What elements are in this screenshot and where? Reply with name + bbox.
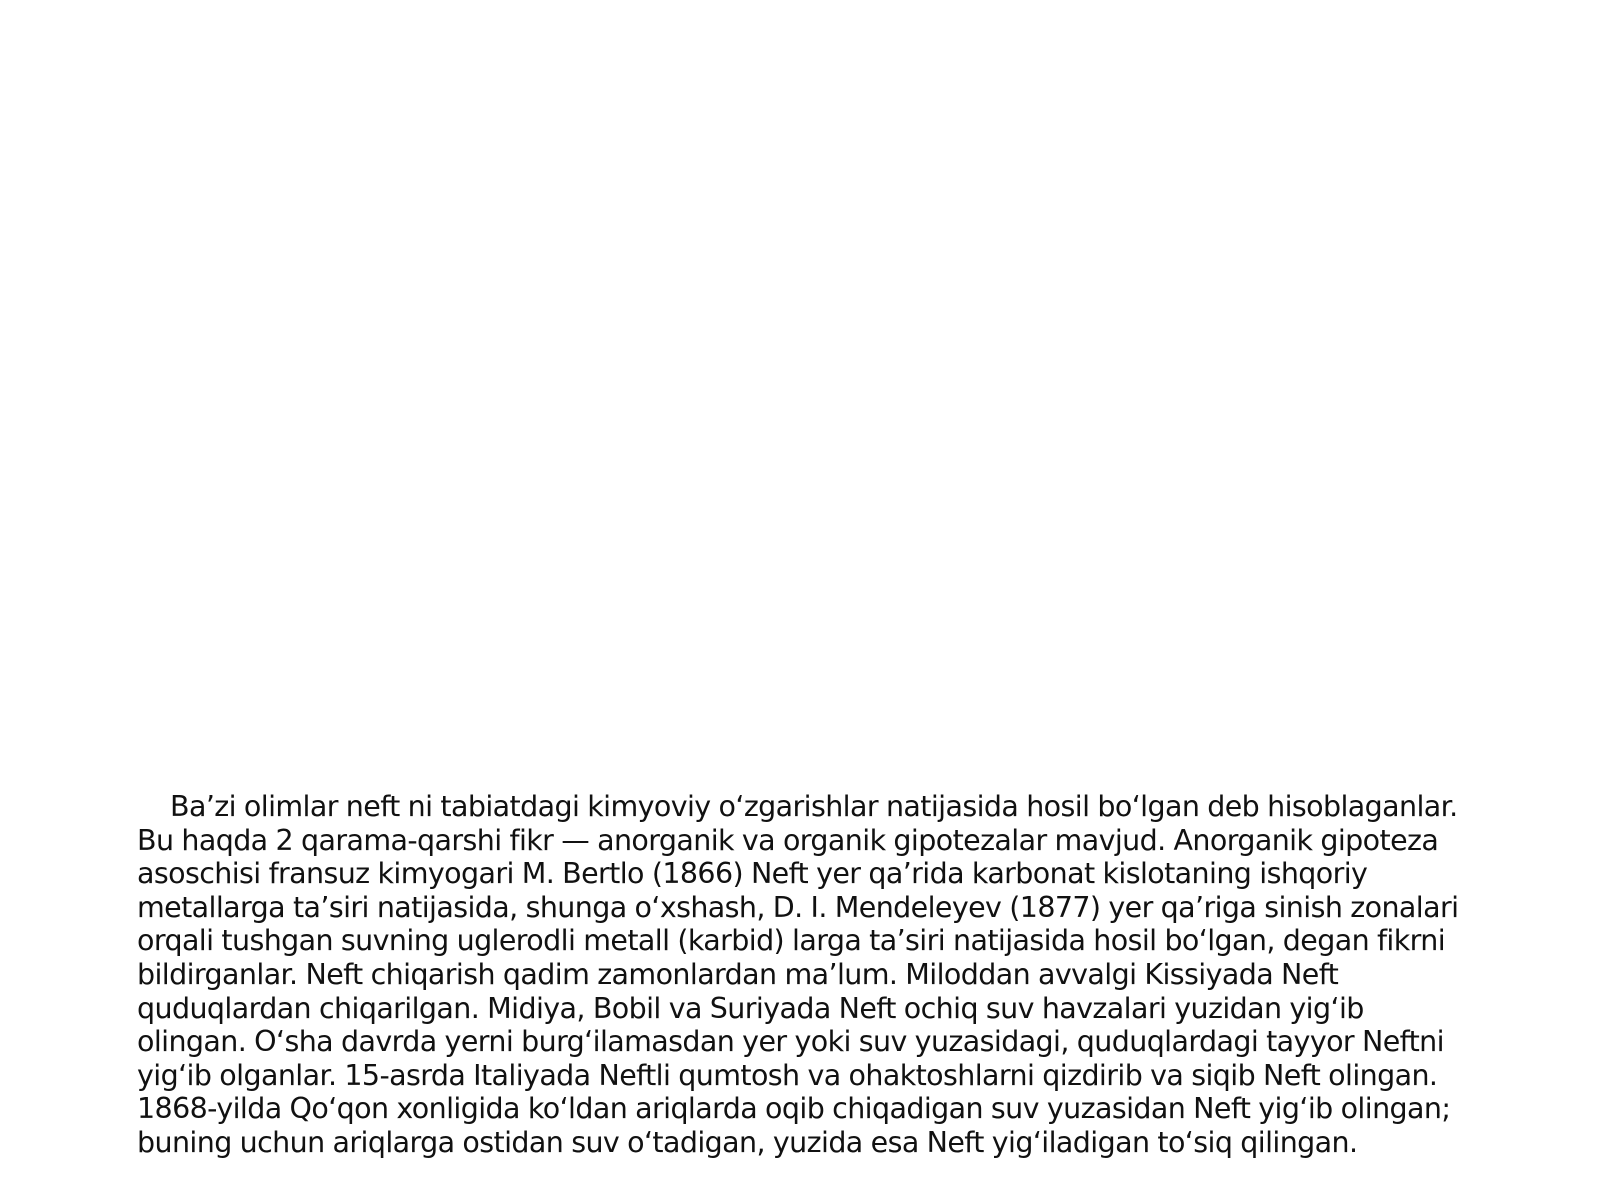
body-paragraph: Ba’zi olimlar neft ni tabiatdagi kimyoviy o‘zgarishlar natijasida hosil bo‘lgan deb hisoblaganlar. Bu haqda 2 qarama-qarshi fikr — anorganik va organik gipotezalar mavjud. Anorganik gipoteza asoschisi fransuz kimyogari M. Bertlo (1866) Neft yer qa’rida karbonat kislotaning ishqoriy metallarga ta’siri natijasida, shunga o‘xshash, D. I. Mendeleyev (1877) yer qa’riga sinish zonalari orqali tushgan suvning uglerodli metall (karbid) larga ta’siri natijasida hosil bo‘lgan, degan fikrni bildirganlar. Neft chiqarish qadim zamonlardan ma’lum. Miloddan avvalgi Kissiyada Neft quduqlardan chiqarilgan. Midiya, Bobil va Suriyada Neft ochiq suv havzalari yuzidan yig‘ib olingan. O‘sha davrda yerni burg‘ilamasdan yer yoki suv yuzasidagi, quduqlardagi tayyor Neftni yig‘ib olganlar. 15-asrda Italiyada Neftli qumtosh va ohaktoshlarni qizdirib va siqib Neft olingan. 1868-yilda Qo‘qon xonligida ko‘ldan ariqlarda oqib chiqadigan suv yuzasidan Neft yig‘ib olingan; buning uchun ariqlarga ostidan suv o‘tadigan, yuzida esa Neft yig‘iladigan to‘siq qilingan. [137, 790, 1459, 1159]
